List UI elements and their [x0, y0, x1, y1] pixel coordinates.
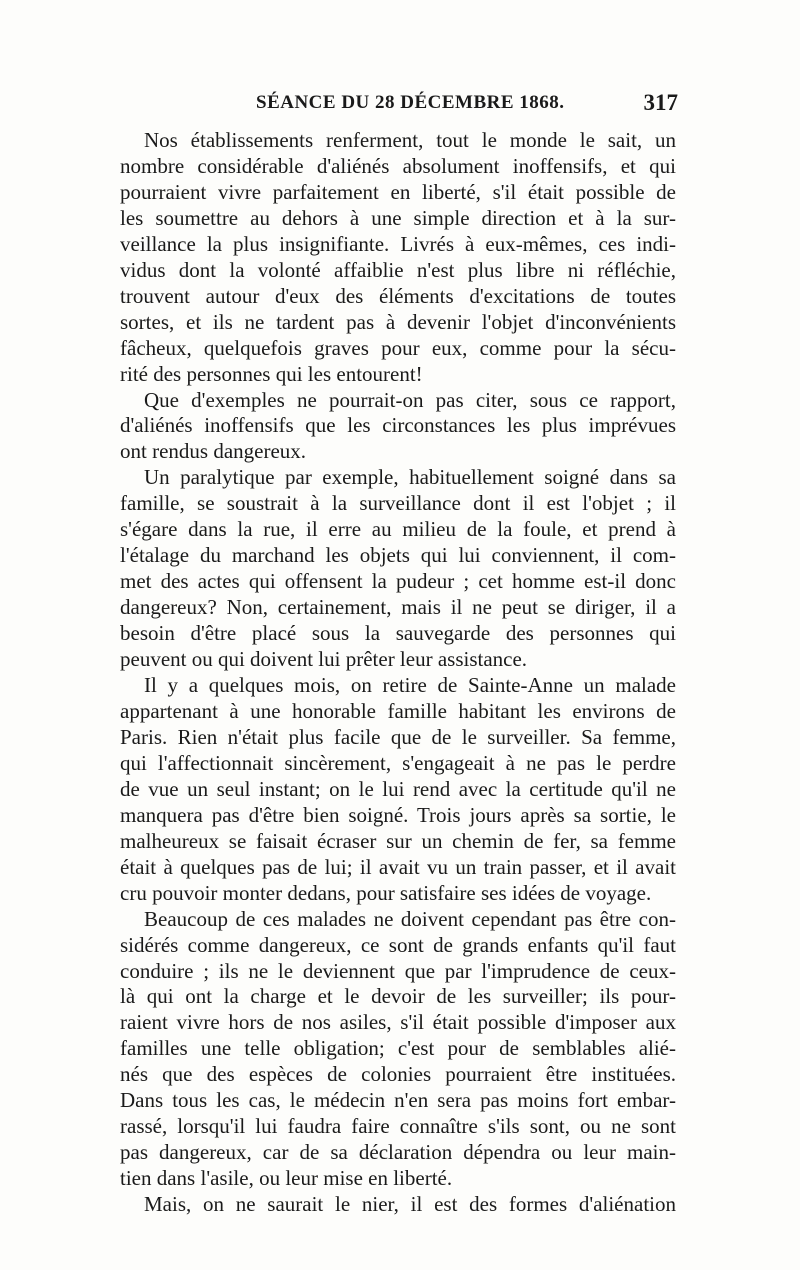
text-line: appartenant à une honorable famille habitant les environs de — [120, 698, 676, 723]
text-line: vidus dont la volonté affaiblie n'est plus libre ni réfléchie, — [120, 257, 676, 282]
text-line: cru pouvoir monter dedans, pour satisfaire ses idées de voyage. — [120, 880, 652, 905]
text-line: familles une telle obligation; c'est pour de semblables alié- — [120, 1036, 676, 1061]
text-line: dangereux? Non, certainement, mais il ne peut se diriger, il a — [120, 595, 676, 620]
text-line: qui l'affectionnait sincèrement, s'engageait à ne pas le perdre — [120, 750, 676, 775]
text-line: tien dans l'asile, ou leur mise en liberté. — [120, 1166, 453, 1191]
running-title: SÉANCE DU 28 DÉCEMBRE 1868. — [256, 92, 565, 113]
text-line: trouvent autour d'eux des éléments d'excitations de toutes — [120, 283, 676, 308]
text-line: sortes, et ils ne tardent pas à devenir l'objet d'inconvénients — [120, 309, 676, 334]
text-line: sidérés comme dangereux, ce sont de grands enfants qu'il faut — [120, 932, 676, 957]
text-line: d'aliénés inoffensifs que les circonstances les plus imprévues — [120, 413, 676, 438]
text-line: veillance la plus insignifiante. Livrés à eux-mêmes, ces indi- — [120, 231, 676, 256]
text-line: manquera pas d'être bien soigné. Trois jours après sa sortie, le — [120, 802, 676, 827]
text-line: nombre considérable d'aliénés absolument inoffensifs, et qui — [120, 153, 676, 178]
text-line: Nos établissements renferment, tout le monde le sait, un — [144, 128, 676, 152]
text-line: les soumettre au dehors à une simple direction et à la sur- — [120, 205, 676, 230]
text-line: était à quelques pas de lui; il avait vu un train passer, et il avait — [120, 854, 676, 879]
text-line: Il y a quelques mois, on retire de Sainte-Anne un malade — [144, 673, 676, 698]
page-number: 317 — [643, 90, 678, 115]
text-line: pas dangereux, car de sa déclaration dépendra ou leur main- — [120, 1140, 676, 1165]
text-line: conduire ; ils ne le deviennent que par l'imprudence de ceux- — [120, 958, 676, 983]
text-line: malheureux se faisait écraser sur un chemin de fer, sa femme — [120, 828, 676, 853]
text-line: Que d'exemples ne pourrait-on pas citer, sous ce rapport, — [144, 387, 676, 412]
text-line: Un paralytique par exemple, habituellement soigné dans sa — [144, 465, 676, 490]
text-line: là qui ont la charge et le devoir de les surveiller; ils pour- — [120, 984, 676, 1009]
text-line: fâcheux, quelquefois graves pour eux, comme pour la sécu- — [120, 335, 676, 360]
text-line: l'étalage du marchand les objets qui lui conviennent, il com- — [120, 543, 676, 568]
text-line: besoin d'être placé sous la sauvegarde des personnes qui — [120, 621, 676, 646]
text-line: de vue un seul instant; on le lui rend avec la certitude qu'il ne — [120, 776, 676, 801]
text-line: rité des personnes qui les entourent! — [120, 361, 423, 386]
body-text — [120, 128, 676, 1218]
text-line: ont rendus dangereux. — [120, 439, 307, 464]
text-line: nés que des espèces de colonies pourraient être instituées. — [120, 1062, 676, 1087]
text-line: met des actes qui offensent la pudeur ; cet homme est-il donc — [120, 569, 676, 594]
text-line: rassé, lorsqu'il lui faudra faire connaître s'ils sont, ou ne sont — [120, 1114, 676, 1139]
text-line: Paris. Rien n'était plus facile que de le surveiller. Sa femme, — [120, 724, 676, 749]
text-line: peuvent ou qui doivent lui prêter leur assistance. — [120, 647, 528, 672]
text-line: famille, se soustrait à la surveillance dont il est l'objet ; il — [120, 491, 676, 516]
running-head — [118, 92, 680, 122]
text-line: pourraient vivre parfaitement en liberté, s'il était possible de — [120, 179, 676, 204]
text-line: Dans tous les cas, le médecin n'en sera pas moins fort embar- — [120, 1088, 676, 1113]
text-line: Beaucoup de ces malades ne doivent cependant pas être con- — [144, 906, 676, 931]
text-line: s'égare dans la rue, il erre au milieu de la foule, et prend à — [120, 517, 676, 542]
text-line: raient vivre hors de nos asiles, s'il était possible d'imposer aux — [120, 1010, 676, 1035]
text-line: Mais, on ne saurait le nier, il est des formes d'aliénation — [144, 1192, 676, 1217]
